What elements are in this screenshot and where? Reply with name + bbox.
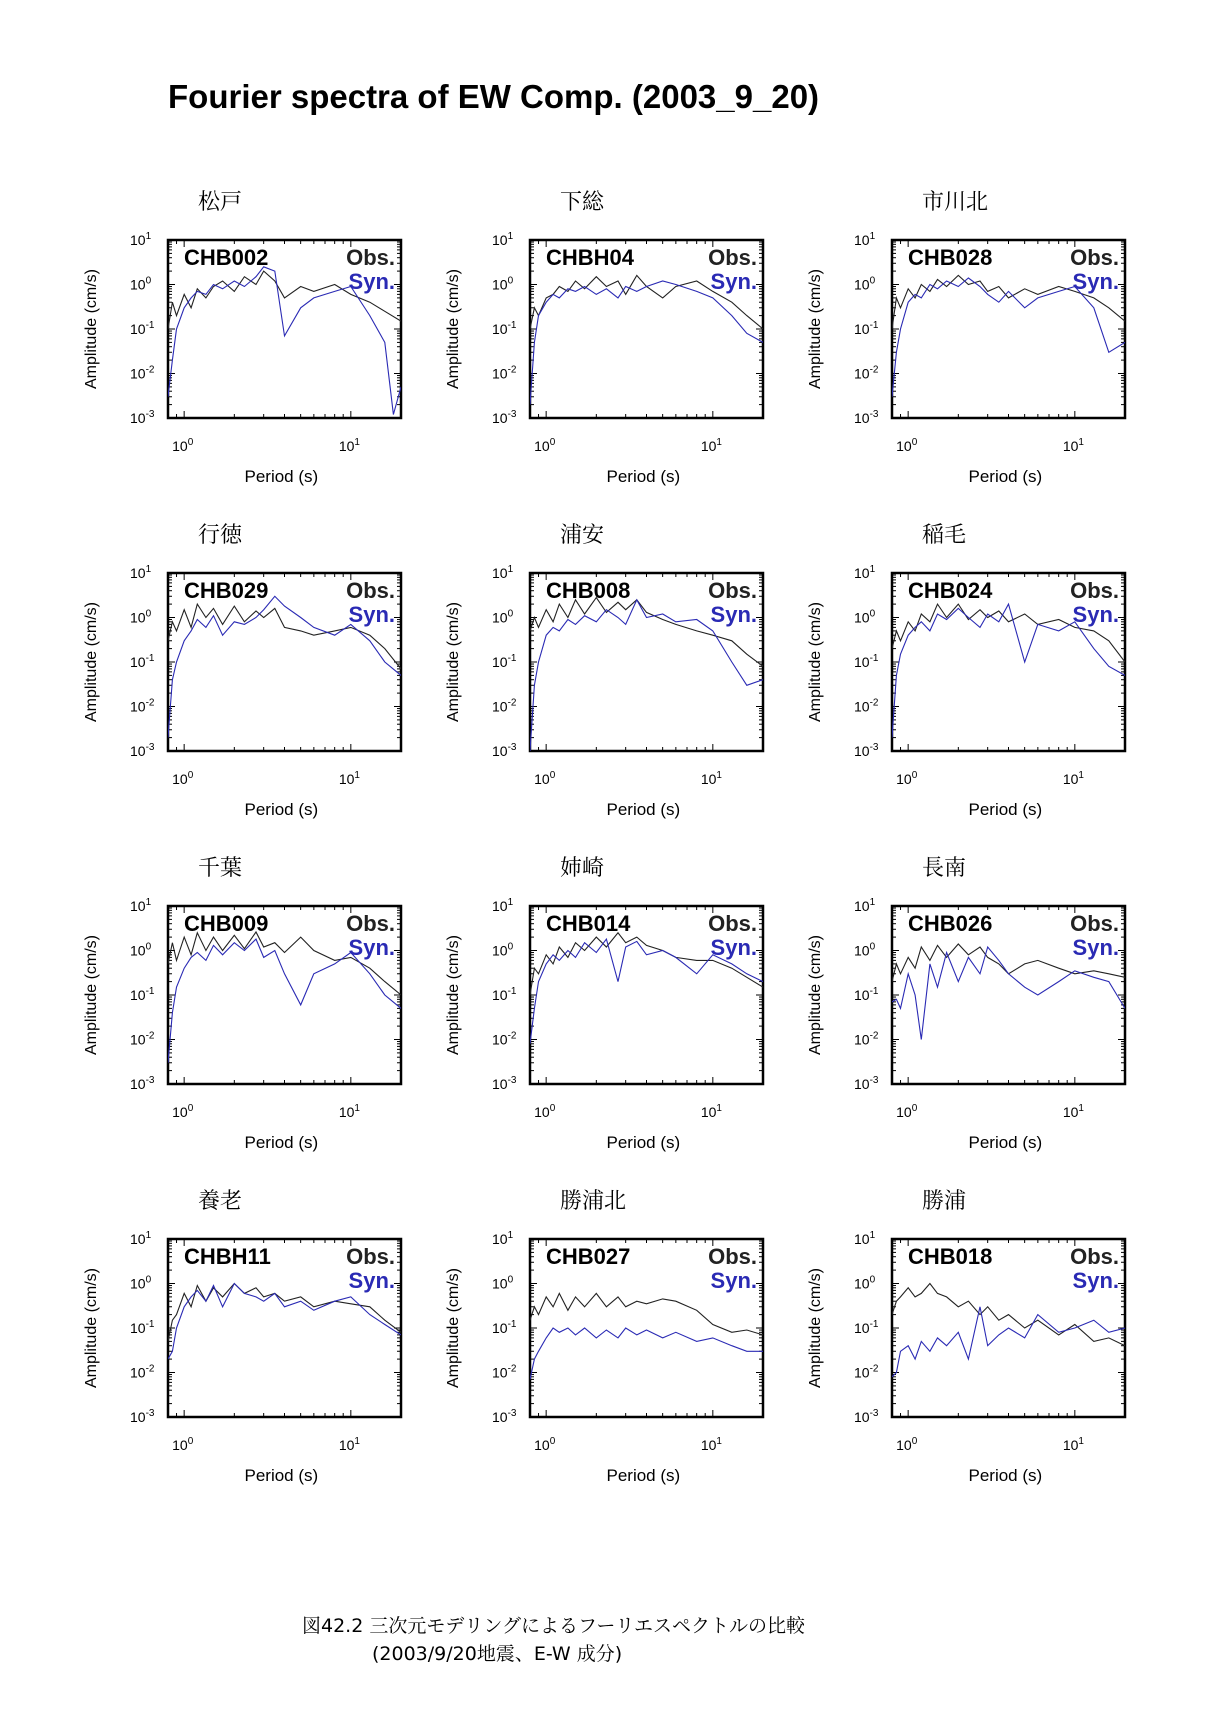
site-name: 長南 (922, 856, 967, 881)
legend-obs: Obs. (1070, 578, 1119, 603)
y-tick-label: $10^1$ (130, 564, 152, 581)
legend-obs: Obs. (708, 911, 757, 936)
site-name: 姉崎 (560, 856, 605, 881)
x-tick-label: $10^1$ (700, 437, 722, 454)
site-name: 行徳 (198, 523, 243, 548)
y-tick-label: $10^0$ (854, 941, 876, 959)
y-tick-label: $10^{-1}$ (854, 653, 879, 670)
x-axis-label: Period (s) (606, 467, 681, 486)
x-axis-label: Period (s) (968, 1133, 1043, 1152)
spectrum-panel-chb024 (807, 523, 1125, 819)
legend-syn: Syn. (348, 1268, 395, 1293)
y-tick-label: $10^{-3}$ (854, 409, 879, 426)
y-tick-label: $10^{-2}$ (130, 364, 155, 382)
x-tick-label: $10^0$ (172, 437, 194, 454)
y-axis-label: Amplitude (cm/s) (807, 934, 824, 1056)
x-tick-label: $10^0$ (896, 437, 918, 454)
y-tick-label: $10^1$ (492, 1230, 514, 1247)
y-axis-label: Amplitude (cm/s) (445, 268, 462, 390)
site-name: 千葉 (198, 856, 243, 881)
y-tick-label: $10^{-3}$ (130, 742, 155, 759)
legend-obs: Obs. (346, 245, 395, 270)
y-tick-label: $10^1$ (854, 564, 876, 581)
station-label: CHB008 (546, 578, 631, 603)
y-tick-label: $10^{-1}$ (492, 320, 517, 337)
y-tick-label: $10^0$ (130, 1274, 152, 1292)
y-tick-label: $10^{-1}$ (492, 1319, 517, 1336)
y-axis-label: Amplitude (cm/s) (445, 934, 462, 1056)
y-tick-label: $10^{-2}$ (854, 364, 879, 382)
y-tick-label: $10^{-3}$ (854, 1075, 879, 1092)
legend-syn: Syn. (1072, 1268, 1119, 1293)
station-label: CHBH04 (546, 245, 635, 270)
y-tick-label: $10^{-3}$ (854, 1408, 879, 1425)
x-axis-label: Period (s) (244, 467, 319, 486)
station-label: CHB014 (546, 911, 631, 936)
x-tick-label: $10^0$ (534, 437, 556, 454)
y-tick-label: $10^{-3}$ (130, 1408, 155, 1425)
x-axis-label: Period (s) (244, 1133, 319, 1152)
y-axis-label: Amplitude (cm/s) (83, 934, 100, 1056)
site-name: 浦安 (560, 523, 605, 548)
station-label: CHB029 (184, 578, 269, 603)
y-tick-label: $10^{-1}$ (130, 986, 155, 1003)
spectrum-panel-chbh04 (445, 190, 763, 486)
legend-obs: Obs. (346, 1244, 395, 1269)
legend-obs: Obs. (708, 578, 757, 603)
x-tick-label: $10^1$ (338, 1103, 360, 1120)
y-tick-label: $10^{-2}$ (130, 1030, 155, 1048)
y-axis-label: Amplitude (cm/s) (445, 601, 462, 723)
y-axis-label: Amplitude (cm/s) (807, 601, 824, 723)
spectrum-panel-chb018 (807, 1189, 1125, 1485)
y-tick-label: $10^1$ (130, 1230, 152, 1247)
x-tick-label: $10^0$ (896, 1103, 918, 1120)
spectrum-panel-chb008 (445, 523, 763, 819)
legend-syn: Syn. (1072, 935, 1119, 960)
y-tick-label: $10^{-2}$ (492, 1030, 517, 1048)
y-tick-label: $10^1$ (130, 231, 152, 248)
y-tick-label: $10^{-2}$ (492, 364, 517, 382)
y-tick-label: $10^1$ (854, 897, 876, 914)
spectrum-panel-chbh11 (83, 1189, 401, 1485)
y-tick-label: $10^{-3}$ (492, 742, 517, 759)
legend-syn: Syn. (710, 935, 757, 960)
y-tick-label: $10^{-3}$ (492, 409, 517, 426)
x-tick-label: $10^0$ (534, 1436, 556, 1453)
x-tick-label: $10^0$ (534, 770, 556, 787)
y-tick-label: $10^{-2}$ (130, 697, 155, 715)
y-tick-label: $10^{-1}$ (492, 986, 517, 1003)
y-axis-label: Amplitude (cm/s) (807, 1267, 824, 1389)
y-tick-label: $10^{-1}$ (854, 320, 879, 337)
x-tick-label: $10^1$ (1062, 770, 1084, 787)
spectrum-panel-chb028 (807, 190, 1125, 486)
legend-obs: Obs. (708, 245, 757, 270)
x-tick-label: $10^1$ (338, 1436, 360, 1453)
station-label: CHB027 (546, 1244, 631, 1269)
x-tick-label: $10^1$ (700, 1103, 722, 1120)
y-tick-label: $10^{-3}$ (130, 409, 155, 426)
y-tick-label: $10^0$ (130, 941, 152, 959)
y-tick-label: $10^{-2}$ (492, 1363, 517, 1381)
x-axis-label: Period (s) (606, 800, 681, 819)
legend-syn: Syn. (348, 935, 395, 960)
station-label: CHB026 (908, 911, 993, 936)
y-tick-label: $10^{-2}$ (130, 1363, 155, 1381)
x-tick-label: $10^1$ (338, 770, 360, 787)
y-tick-label: $10^{-1}$ (854, 986, 879, 1003)
x-axis-label: Period (s) (244, 800, 319, 819)
x-tick-label: $10^0$ (172, 1436, 194, 1453)
y-tick-label: $10^0$ (492, 1274, 514, 1292)
y-tick-label: $10^{-2}$ (854, 1363, 879, 1381)
legend-obs: Obs. (346, 911, 395, 936)
y-tick-label: $10^0$ (130, 608, 152, 626)
site-name: 下総 (560, 190, 605, 215)
y-axis-label: Amplitude (cm/s) (83, 601, 100, 723)
x-tick-label: $10^1$ (1062, 1103, 1084, 1120)
y-tick-label: $10^{-3}$ (854, 742, 879, 759)
legend-syn: Syn. (1072, 602, 1119, 627)
x-tick-label: $10^1$ (700, 1436, 722, 1453)
x-tick-label: $10^0$ (172, 1103, 194, 1120)
station-label: CHB002 (184, 245, 269, 270)
syn-series-line (530, 1328, 763, 1379)
x-axis-label: Period (s) (968, 800, 1043, 819)
y-tick-label: $10^{-1}$ (492, 653, 517, 670)
y-tick-label: $10^{-2}$ (492, 697, 517, 715)
y-tick-label: $10^0$ (854, 275, 876, 293)
spectrum-panel-chb029 (83, 523, 401, 819)
caption-line-2: (2003/9/20地震、E-W 成分) (372, 1643, 623, 1665)
y-tick-label: $10^{-3}$ (492, 1075, 517, 1092)
legend-obs: Obs. (1070, 1244, 1119, 1269)
caption-line-1: 図42.2 三次元モデリングによるフーリエスペクトルの比較 (302, 1615, 806, 1637)
legend-obs: Obs. (1070, 911, 1119, 936)
y-tick-label: $10^0$ (492, 275, 514, 293)
y-tick-label: $10^1$ (492, 231, 514, 248)
station-label: CHB028 (908, 245, 993, 270)
y-tick-label: $10^1$ (130, 897, 152, 914)
y-tick-label: $10^{-2}$ (854, 1030, 879, 1048)
site-name: 勝浦北 (560, 1189, 627, 1214)
syn-series-line (892, 947, 1125, 1040)
x-axis-label: Period (s) (606, 1133, 681, 1152)
legend-obs: Obs. (1070, 245, 1119, 270)
station-label: CHB018 (908, 1244, 993, 1269)
legend-syn: Syn. (710, 602, 757, 627)
x-tick-label: $10^1$ (700, 770, 722, 787)
syn-series-line (892, 1307, 1125, 1377)
x-tick-label: $10^0$ (534, 1103, 556, 1120)
y-tick-label: $10^{-1}$ (854, 1319, 879, 1336)
x-axis-label: Period (s) (244, 1466, 319, 1485)
y-tick-label: $10^0$ (854, 608, 876, 626)
station-label: CHBH11 (184, 1244, 271, 1269)
station-label: CHB009 (184, 911, 269, 936)
y-tick-label: $10^{-3}$ (130, 1075, 155, 1092)
x-axis-label: Period (s) (968, 467, 1043, 486)
spectrum-panel-chb027 (445, 1189, 763, 1485)
y-tick-label: $10^0$ (854, 1274, 876, 1292)
legend-syn: Syn. (348, 602, 395, 627)
y-tick-label: $10^{-3}$ (492, 1408, 517, 1425)
legend-syn: Syn. (1072, 269, 1119, 294)
spectrum-panel-chb026 (807, 856, 1125, 1152)
x-tick-label: $10^0$ (172, 770, 194, 787)
legend-obs: Obs. (708, 1244, 757, 1269)
y-axis-label: Amplitude (cm/s) (445, 1267, 462, 1389)
x-axis-label: Period (s) (606, 1466, 681, 1485)
y-tick-label: $10^0$ (492, 941, 514, 959)
y-tick-label: $10^0$ (492, 608, 514, 626)
y-tick-label: $10^1$ (492, 564, 514, 581)
legend-obs: Obs. (346, 578, 395, 603)
y-tick-label: $10^1$ (854, 1230, 876, 1247)
x-tick-label: $10^0$ (896, 1436, 918, 1453)
y-tick-label: $10^1$ (854, 231, 876, 248)
y-axis-label: Amplitude (cm/s) (83, 1267, 100, 1389)
syn-series-line (892, 278, 1125, 397)
legend-syn: Syn. (348, 269, 395, 294)
y-tick-label: $10^{-1}$ (130, 653, 155, 670)
page-title: Fourier spectra of EW Comp. (2003_9_20) (168, 78, 820, 115)
y-tick-label: $10^0$ (130, 275, 152, 293)
spectrum-panel-chb009 (83, 856, 401, 1152)
legend-syn: Syn. (710, 1268, 757, 1293)
y-axis-label: Amplitude (cm/s) (807, 268, 824, 390)
x-tick-label: $10^1$ (1062, 437, 1084, 454)
site-name: 稲毛 (922, 523, 967, 548)
station-label: CHB024 (908, 578, 993, 603)
legend-syn: Syn. (710, 269, 757, 294)
x-axis-label: Period (s) (968, 1466, 1043, 1485)
spectrum-panel-chb014 (445, 856, 763, 1152)
y-tick-label: $10^1$ (492, 897, 514, 914)
y-tick-label: $10^{-1}$ (130, 320, 155, 337)
site-name: 勝浦 (922, 1189, 967, 1214)
y-tick-label: $10^{-2}$ (854, 697, 879, 715)
site-name: 松戸 (198, 190, 243, 215)
y-tick-label: $10^{-1}$ (130, 1319, 155, 1336)
obs-series-line (530, 1293, 763, 1335)
site-name: 養老 (198, 1189, 243, 1214)
spectrum-panel-chb002 (83, 190, 401, 486)
x-tick-label: $10^0$ (896, 770, 918, 787)
x-tick-label: $10^1$ (1062, 1436, 1084, 1453)
x-tick-label: $10^1$ (338, 437, 360, 454)
y-axis-label: Amplitude (cm/s) (83, 268, 100, 390)
site-name: 市川北 (922, 190, 989, 215)
